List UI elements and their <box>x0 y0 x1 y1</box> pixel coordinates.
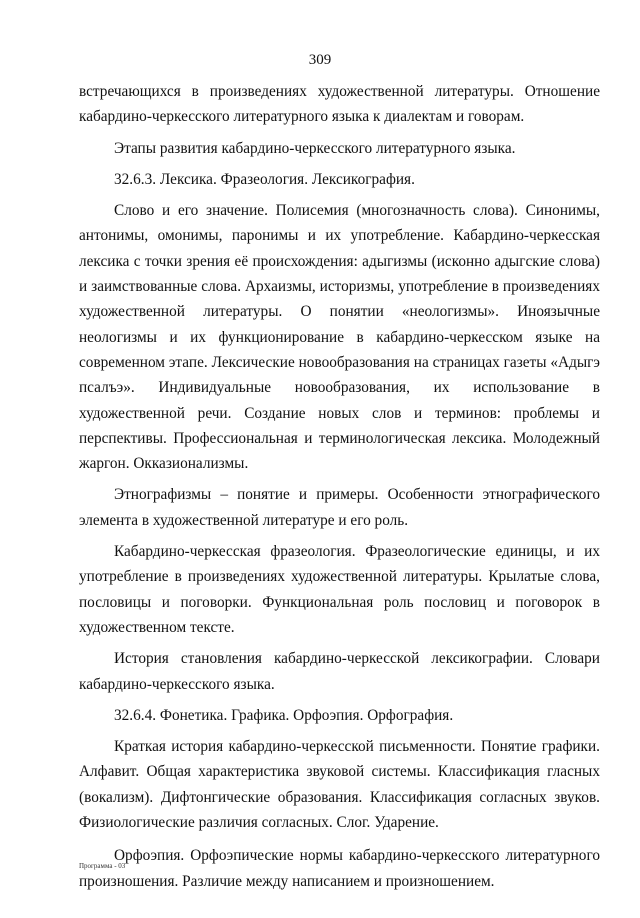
paragraph-orthoepy: Орфоэпия. Орфоэпические нормы кабардино-черкесского литературного произношения. Различие между написанием и произношением. <box>79 847 600 890</box>
section-heading-lexicon: 32.6.3. Лексика. Фразеология. Лексикография. <box>114 170 415 188</box>
paragraph-writing-history: Краткая история кабардино-черкесской письменности. Понятие графики. Алфавит. Общая характеристика звуковой системы. Классификация гласных (вокализм). Дифтонгические образования. Классификация согласных звуков. Физиологические различия согласных. Слог. Ударение. <box>79 738 600 832</box>
paragraph-continuation: встречающихся в произведениях художественной литературы. Отношение кабардино-черкесского литературного языка к диалектам и говорам. <box>79 83 600 126</box>
paragraph-word-meaning: Слово и его значение. Полисемия (многозначность слова). Синонимы, антонимы, омонимы, паронимы и их употребление. Кабардино-черкесская лексика с точки зрения её происхождения: адыгизмы (исконно адыгские слова) и заимствованные слова. Архаизмы, историзмы, употребление в произведениях художественной литературы. О понятии «неологизмы». Иноязычные неологизмы и их функционирование в кабардино-черкесском языке на современном этапе. Лексические новообразования на страницах газеты «Адыгэ псалъэ». Индивидуальные новообразования, их использование в художественной речи. Создание новых слов и терминов: проблемы и перспективы. Профессиональная и терминологическая лексика. Молодежный жаргон. Окказионализмы. <box>79 202 600 473</box>
page-footer: Программа - 03 <box>79 862 126 870</box>
paragraph-lexicography-history: История становления кабардино-черкесской лексикографии. Словари кабардино-черкесского языка. <box>79 650 600 693</box>
paragraph-ethnographisms: Этнографизмы – понятие и примеры. Особенности этнографического элемента в художественной литературе и его роль. <box>79 486 600 529</box>
paragraph-phraseology: Кабардино-черкесская фразеология. Фразеологические единицы, и их употребление в произведениях художественной литературы. Крылатые слова, пословицы и поговорки. Функциональная роль пословиц и поговорок в художественном тексте. <box>79 543 600 636</box>
body-text <box>79 79 600 894</box>
page-number: 309 <box>308 52 332 68</box>
paragraph-literary-language-stages: Этапы развития кабардино-черкесского литературного языка. <box>114 139 516 157</box>
section-heading-phonetics: 32.6.4. Фонетика. Графика. Орфоэпия. Орфография. <box>114 706 454 724</box>
